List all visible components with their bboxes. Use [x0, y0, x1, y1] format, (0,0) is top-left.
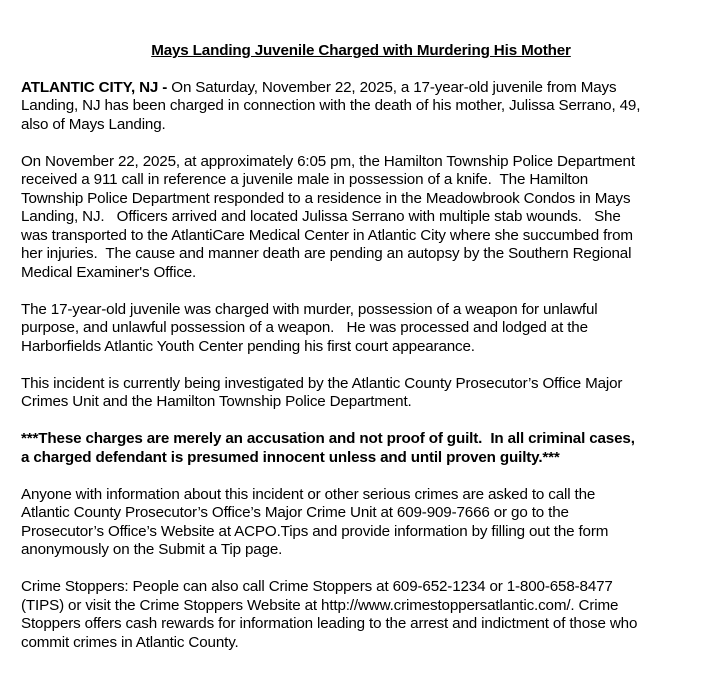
investigation-paragraph: This incident is currently being investigated by the Atlantic County Prosecutor’s Office Major Crimes Unit and the Hamilton Township Police Department.: [21, 374, 623, 410]
press-release-title: Mays Landing Juvenile Charged with Murdering His Mother: [151, 42, 571, 59]
crime-stoppers-paragraph: Crime Stoppers: People can also call Crime Stoppers at 609-652-1234 or 1-800-658-8477 (TIPS) or visit the Crime Stoppers Website at http://www.crimestoppersatlantic.com/. Crime Stoppers offers cash rewards for information leading to the arrest and indictment of those who commit crimes in Atlantic County.: [21, 578, 638, 651]
lead-paragraph: ATLANTIC CITY, NJ - On Saturday, November 22, 2025, a 17-year-old juvenile from Mays Landing, NJ has been charged in connection with the death of his mother, Julissa Serrano, 49, also of Mays Landing.: [21, 78, 641, 133]
press-release-document: [21, 42, 721, 671]
disclaimer-paragraph: ***These charges are merely an accusation and not proof of guilt. In all criminal cases, a charged defendant is presumed innocent unless and until proven guilty.***: [21, 430, 635, 466]
dateline: ATLANTIC CITY, NJ -: [21, 78, 172, 96]
incident-paragraph: On November 22, 2025, at approximately 6:05 pm, the Hamilton Township Police Department received a 911 call in reference a juvenile male in possession of a knife. The Hamilton Township Police Department responded to a residence in the Meadowbrook Condos in Mays Landing, NJ. Officers arrived and located Julissa Serrano with multiple stab wounds. She was transported to the AtlantiCare Medical Center in Atlantic City where she succumbed from her injuries. The cause and manner death are pending an autopsy by the Southern Regional Medical Examiner's Office.: [21, 152, 635, 281]
charges-paragraph: The 17-year-old juvenile was charged with murder, possession of a weapon for unlawful purpose, and unlawful possession of a weapon. He was processed and lodged at the Harborfields Atlantic Youth Center pending his first court appearance.: [21, 300, 598, 355]
tip-info-paragraph: Anyone with information about this incident or other serious crimes are asked to call the Atlantic County Prosecutor’s Office’s Major Crime Unit at 609-909-7666 or go to the Prosecutor’s Office’s Website at ACPO.Tips and provide information by filling out the form anonymously on the Submit a Tip page.: [21, 485, 609, 558]
